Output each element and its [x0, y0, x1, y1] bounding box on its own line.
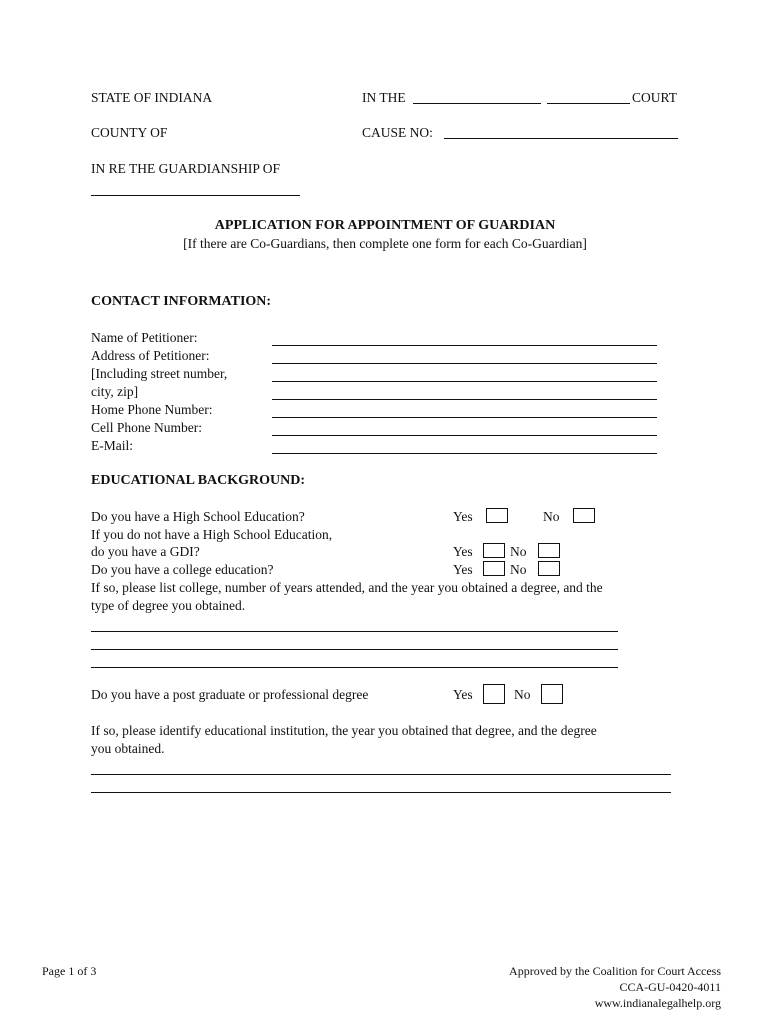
petitioner-name-label: Name of Petitioner:	[91, 330, 198, 345]
cell-phone-field[interactable]	[272, 417, 657, 436]
petitioner-address-label: Address of Petitioner:	[91, 348, 210, 363]
college-yes-label: Yes	[453, 562, 473, 577]
post-grad-yes-label: Yes	[453, 687, 473, 702]
post-grad-yes-checkbox[interactable]	[483, 684, 505, 704]
college-no-checkbox[interactable]	[538, 561, 560, 576]
post-grad-details-instructions: If so, please identify educational institution, the year you obtained that degree, and the degree	[91, 723, 597, 738]
post-grad-details-field-2[interactable]	[91, 774, 671, 793]
post-grad-details-instructions-2: you obtained.	[91, 741, 165, 756]
form-title: APPLICATION FOR APPOINTMENT OF GUARDIAN	[214, 218, 556, 233]
college-yes-checkbox[interactable]	[483, 561, 505, 576]
cell-phone-label: Cell Phone Number:	[91, 420, 202, 435]
petitioner-address-field-3[interactable]	[272, 381, 657, 400]
website-link[interactable]: www.indianalegalhelp.org	[594, 996, 721, 1010]
college-details-field-1[interactable]	[91, 613, 618, 632]
high-school-no-checkbox[interactable]	[573, 508, 595, 523]
gdi-no-label: No	[510, 544, 527, 559]
no-high-school-question: If you do not have a High School Education,	[91, 527, 333, 542]
college-details-instructions-2: type of degree you obtained.	[91, 598, 246, 613]
in-the-label: IN THE	[362, 90, 406, 105]
court-name-field-2[interactable]	[547, 86, 630, 104]
cause-no-label: CAUSE NO:	[362, 125, 433, 140]
college-details-field-2[interactable]	[91, 631, 618, 650]
college-no-label: No	[510, 562, 527, 577]
gdi-yes-checkbox[interactable]	[483, 543, 505, 558]
guardianship-name-field[interactable]	[91, 178, 300, 196]
college-question: Do you have a college education?	[91, 562, 274, 577]
petitioner-name-field[interactable]	[272, 327, 657, 346]
address-hint-label-2: city, zip]	[91, 384, 139, 399]
post-grad-no-label: No	[514, 687, 531, 702]
post-grad-no-checkbox[interactable]	[541, 684, 563, 704]
education-heading: EDUCATIONAL BACKGROUND:	[91, 473, 306, 488]
high-school-no-label: No	[543, 509, 560, 524]
post-grad-details-field-1[interactable]	[91, 756, 671, 775]
guardianship-label: IN RE THE GUARDIANSHIP OF	[91, 161, 281, 176]
post-grad-question: Do you have a post graduate or professional degree	[91, 687, 369, 702]
court-name-field-1[interactable]	[413, 86, 541, 104]
gdi-yes-label: Yes	[453, 544, 473, 559]
form-code: CCA-GU-0420-4011	[619, 980, 721, 994]
gdi-question: do you have a GDI?	[91, 544, 200, 559]
petitioner-address-field-1[interactable]	[272, 345, 657, 364]
page-number: Page 1 of 3	[42, 964, 97, 978]
cause-no-field[interactable]	[444, 121, 678, 139]
email-field[interactable]	[272, 435, 657, 454]
high-school-yes-label: Yes	[453, 509, 473, 524]
high-school-yes-checkbox[interactable]	[486, 508, 508, 523]
high-school-question: Do you have a High School Education?	[91, 509, 305, 524]
contact-heading: CONTACT INFORMATION:	[91, 294, 272, 309]
email-label: E-Mail:	[91, 438, 133, 453]
college-details-field-3[interactable]	[91, 649, 618, 668]
home-phone-label: Home Phone Number:	[91, 402, 213, 417]
form-subtitle: [If there are Co-Guardians, then complete one form for each Co-Guardian]	[183, 236, 587, 251]
county-label: COUNTY OF	[91, 125, 168, 140]
approval-note: Approved by the Coalition for Court Access	[509, 964, 721, 978]
court-label: COURT	[632, 90, 677, 105]
address-hint-label: [Including street number,	[91, 366, 228, 381]
petitioner-address-field-2[interactable]	[272, 363, 657, 382]
college-details-instructions: If so, please list college, number of years attended, and the year you obtained a degree, and the	[91, 580, 603, 595]
state-label: STATE OF INDIANA	[91, 90, 213, 105]
gdi-no-checkbox[interactable]	[538, 543, 560, 558]
home-phone-field[interactable]	[272, 399, 657, 418]
